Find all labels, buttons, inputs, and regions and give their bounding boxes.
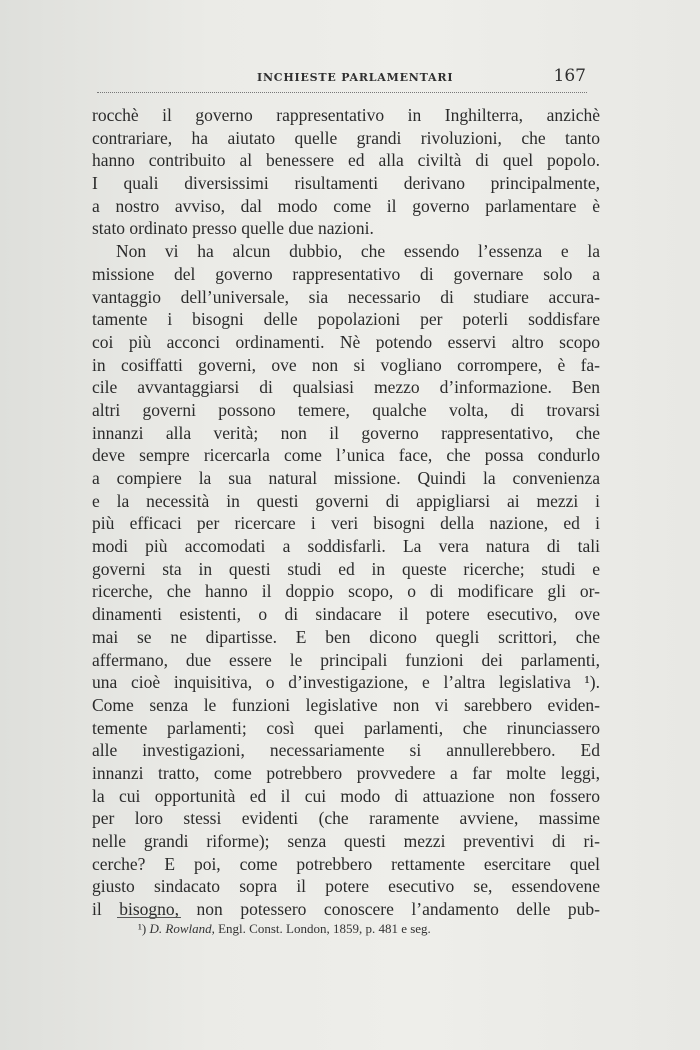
text-line: giusto sindacato sopra il potere esecutivo se, essendovene: [92, 876, 600, 897]
header-rule: [97, 92, 587, 93]
page-number: 167: [553, 66, 586, 86]
text-line: missione del governo rappresentativo di governare solo a: [92, 263, 600, 284]
text-line: più efficaci per ricercare i veri bisogni della nazione, ed i: [92, 513, 600, 534]
footnote-rule: [117, 917, 181, 918]
text-line: ricerche, che hanno il doppio scopo, o di modificare gli or-: [92, 581, 600, 602]
text-line: vantaggio dell’universale, sia necessario di studiare accura-: [92, 286, 600, 307]
text-line: dinamenti esistenti, o di sindacare il potere esecutivo, ove: [92, 604, 600, 625]
text-line: la cui opportunità ed il cui modo di attuazione non fossero: [92, 785, 600, 806]
text-line: modi più accomodati a soddisfarli. La vera natura di tali: [92, 536, 600, 557]
footnote-author: D. Rowland,: [149, 921, 215, 936]
text-line: governi sta in questi studi ed in queste ricerche; studi e: [92, 558, 600, 579]
text-line: stato ordinato presso quelle due nazioni.: [92, 218, 374, 239]
text-line: deve sempre ricercarla come l’unica face, che possa condurlo: [92, 445, 600, 466]
text-line: Come senza le funzioni legislative non vi sarebbero eviden-: [92, 694, 600, 715]
body-text: [92, 104, 600, 921]
text-line: temente parlamenti; così quei parlamenti, che rinunciassero: [92, 717, 600, 738]
text-line: innanzi alla verità; non il governo rappresentativo, che: [92, 422, 600, 443]
text-line: a nostro avviso, dal modo come il governo parlamentare è: [92, 195, 600, 216]
text-line: e la necessità in questi governi di appigliarsi ai mezzi i: [92, 490, 600, 511]
text-line: hanno contribuito al benessere ed alla civiltà di quel popolo.: [92, 150, 600, 171]
text-line: cerche? E poi, come potrebbero rettamente esercitare quel: [92, 853, 600, 874]
footnote-marker: ¹): [138, 921, 147, 936]
text-line: il bisogno, non potessero conoscere l’andamento delle pub-: [92, 899, 600, 920]
text-line: cile avvantaggiarsi di qualsiasi mezzo d’informazione. Ben: [92, 377, 600, 398]
footnote-citation: Engl. Const. London, 1859, p. 481 e seg.: [218, 921, 431, 936]
text-line: affermano, due essere le principali funzioni dei parlamenti,: [92, 649, 600, 670]
text-line: in cosiffatti governi, ove non si vogliano corrompere, è fa-: [92, 354, 600, 375]
text-line: a compiere la sua natural missione. Quindi la convenienza: [92, 468, 600, 488]
text-line: coi più acconci ordinamenti. Nè potendo esservi altro scopo: [92, 331, 600, 352]
running-title: INCHIESTE PARLAMENTARI: [257, 71, 454, 84]
text-line: mai se ne dipartisse. E ben dicono quegli scrittori, che: [92, 626, 600, 647]
text-line: rocchè il governo rappresentativo in Inghilterra, anzichè: [92, 105, 600, 125]
text-line: altri governi possono temere, qualche volta, di trovarsi: [92, 399, 600, 420]
text-line: innanzi tratto, come potrebbero provvedere a far molte leggi,: [92, 762, 600, 783]
text-line: contrariare, ha aiutato quelle grandi rivoluzioni, che tanto: [92, 127, 600, 148]
text-line: per loro stessi evidenti (che raramente avviene, massime: [92, 808, 600, 829]
page-header: [97, 62, 590, 92]
text-line: alle investigazioni, necessariamente si annullerebbero. Ed: [92, 740, 600, 761]
text-line: nelle grandi riforme); senza questi mezzi preventivi di ri-: [92, 831, 600, 851]
paragraph-start-line: Non vi ha alcun dubbio, che essendo l’essenza e la: [116, 241, 600, 262]
footnote: [138, 920, 538, 938]
text-line: I quali diversissimi risultamenti derivano principalmente,: [92, 173, 600, 194]
text-line: tamente i bisogni delle popolazioni per poterli soddisfare: [92, 309, 600, 330]
text-line: una cioè inquisitiva, o d’investigazione, e l’altra legislativa ¹).: [92, 672, 600, 693]
